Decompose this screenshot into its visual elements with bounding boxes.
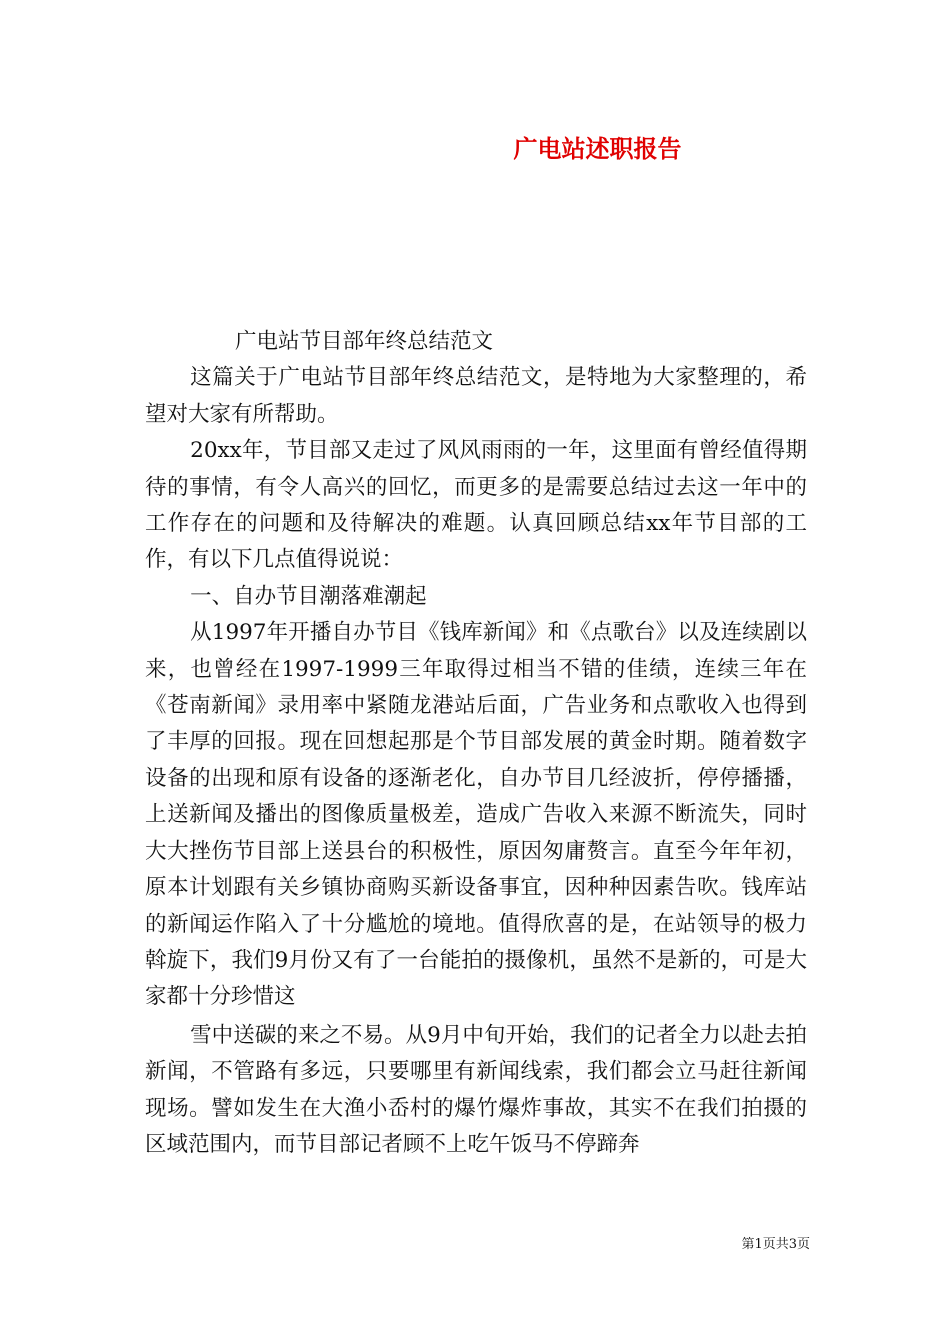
page-footer: 第1页共3页 [741, 1237, 810, 1252]
document-body [145, 324, 807, 1163]
document-title: 广电站述职报告 [513, 134, 682, 163]
section-heading-1: 一、自办节目潮落难潮起 [190, 583, 427, 609]
paragraph-history: 从1997年开播自办节目《钱库新闻》和《点歌台》以及连续剧以来，也曾经在1997-1999三年取得过相当不错的佳绩，连续三年在《苍南新闻》录用率中紧随龙港站后面，广告业务和点歌收入也得到了丰厚的回报。现在回想起那是个节目部发展的黄金时期。随着数字设备的出现和原有设备的逐渐老化，自办节目几经波折，停停播播，上送新闻及播出的图像质量极差，造成广告收入来源不断流失，同时大大挫伤节目部上送县台的积极性，原因匆庸赘言。直至今年年初，原本计划跟有关乡镇协商购买新设备事宜，因种种因素告吹。钱库站的新闻运作陷入了十分尴尬的境地。值得欣喜的是，在站领导的极力斡旋下，我们9月份又有了一台能拍的摄像机，虽然不是新的，可是大家都十分珍惜这 [145, 620, 807, 1010]
paragraph-intro: 这篇关于广电站节目部年终总结范文，是特地为大家整理的，希望对大家有所帮助。 [145, 365, 807, 427]
paragraph-year-summary: 20xx年，节目部又走过了风风雨雨的一年，这里面有曾经值得期待的事情，有令人高兴的回忆，而更多的是需要总结过去这一年中的工作存在的问题和及待解决的难题。认真回顾总结xx年节目部的工作，有以下几点值得说说： [145, 438, 807, 573]
document-subtitle: 广电站节目部年终总结范文 [235, 329, 494, 354]
paragraph-news-effort: 雪中送碳的来之不易。从9月中旬开始，我们的记者全力以赴去拍新闻，不管路有多远，只要哪里有新闻线索，我们都会立马赶往新闻现场。譬如发生在大渔小岙村的爆竹爆炸事故，其实不在我们拍摄的区域范围内，而节目部记者顾不上吃午饭马不停蹄奔 [145, 1022, 807, 1157]
